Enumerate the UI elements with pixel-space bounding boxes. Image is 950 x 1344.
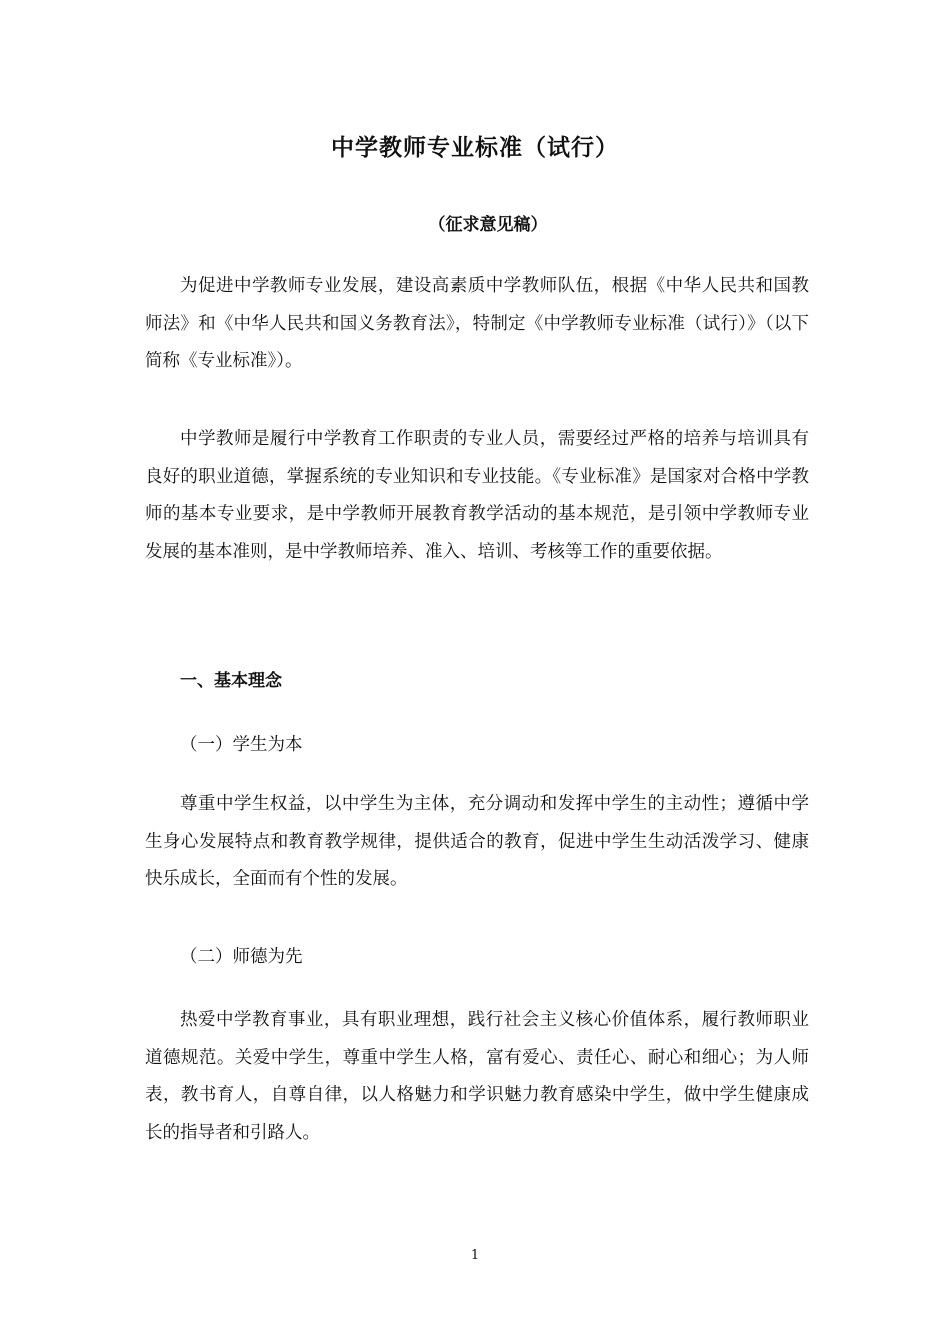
document-title: 中学教师专业标准（试行） xyxy=(331,135,619,161)
paragraph-student-centered: 尊重中学生权益，以中学生为主体，充分调动和发挥中学生的主动性；遵循中学生身心发展特点和教育教学规律，提供适合的教育，促进中学生生动活泼学习、健康快乐成长，全面而有个性的发展。 xyxy=(145,794,809,889)
intro-paragraph-2: 中学教师是履行中学教育工作职责的专业人员，需要经过严格的培养与培训具有良好的职业道德，掌握系统的专业知识和专业技能。《专业标准》是国家对合格中学教师的基本专业要求，是中学教师开展教育教学活动的基本规范，是引领中学教师专业发展的基本准则，是中学教师培养、准入、培训、考核等工作的重要依据。 xyxy=(145,429,809,562)
page-number: 1 xyxy=(470,1248,480,1263)
section-heading-basic-principles: 一、基本理念 xyxy=(180,671,282,691)
subheading-student-centered: （一）学生为本 xyxy=(180,735,303,755)
paragraph-ethics-first: 热爱中学教育事业，具有职业理想，践行社会主义核心价值体系，履行教师职业道德规范。关爱中学生，尊重中学生人格，富有爱心、责任心、耐心和细心；为人师表，教书育人，自尊自律，以人格魅力和学识魅力教育感染中学生，做中学生健康成长的指导者和引路人。 xyxy=(145,1010,809,1143)
intro-paragraph-1: 为促进中学教师专业发展，建设高素质中学教师队伍，根据《中华人民共和国教师法》和《中华人民共和国义务教育法》，特制定《中学教师专业标准（试行）》（以下简称《专业标准》）。 xyxy=(145,276,809,371)
subheading-ethics-first: （二）师德为先 xyxy=(180,947,303,967)
document-subtitle: （征求意见稿） xyxy=(428,215,548,235)
